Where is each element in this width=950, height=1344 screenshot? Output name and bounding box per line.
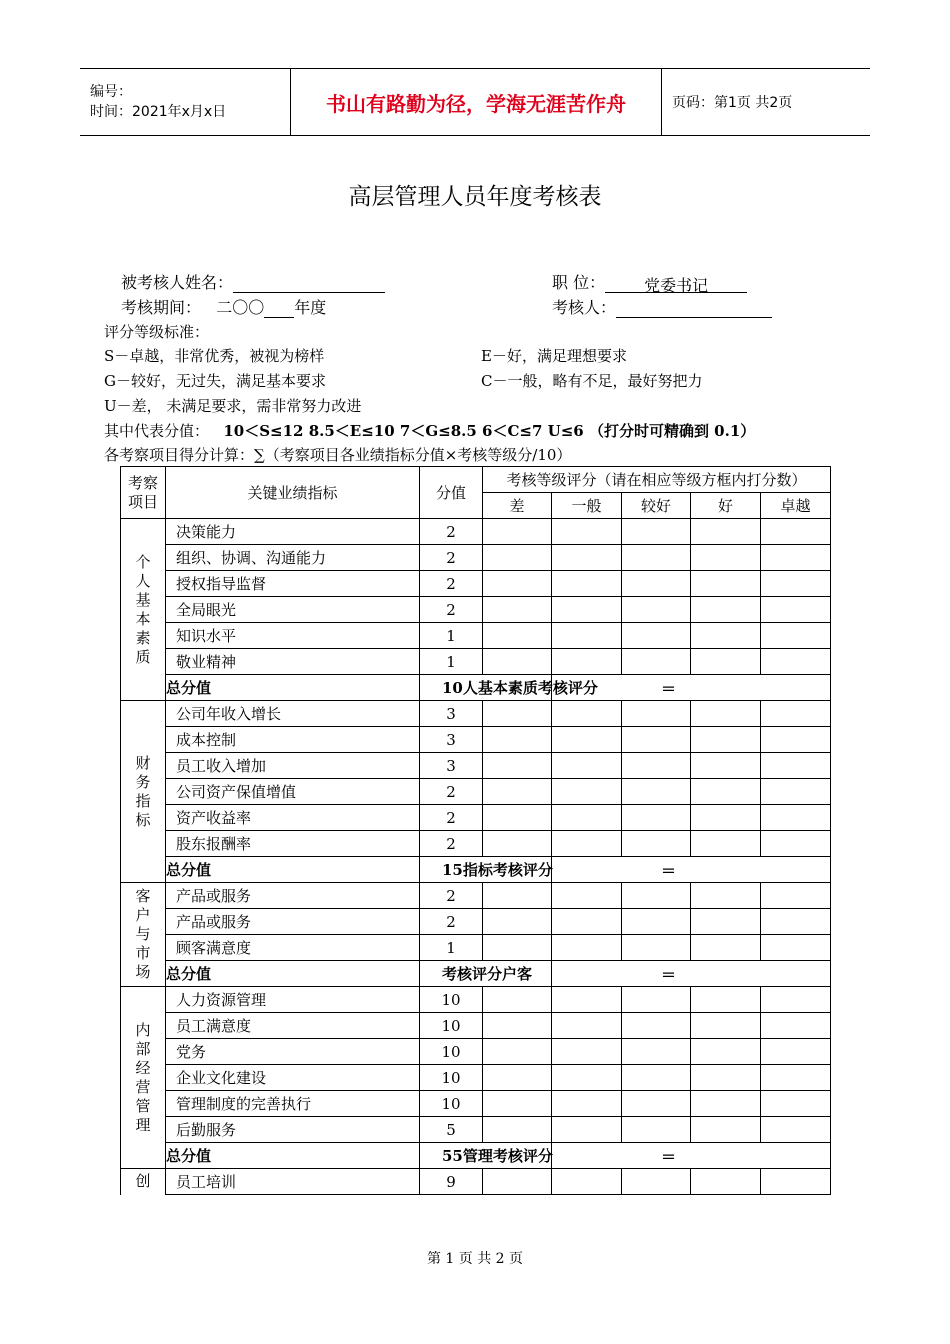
indicator-name: 产品或服务 xyxy=(166,883,420,909)
table-row xyxy=(121,883,831,909)
indicator-name: 员工收入增加 xyxy=(166,753,420,779)
indicator-name: 知识水平 xyxy=(166,623,420,649)
total-value-cell xyxy=(420,857,552,883)
grade-input-cell[interactable] xyxy=(761,623,831,649)
page-footer: 第 1 页 共 2 页 xyxy=(426,1251,524,1267)
section-name: 创 xyxy=(121,1169,166,1195)
indicator-score: 2 xyxy=(420,909,483,935)
grade-input-cell[interactable] xyxy=(691,623,761,649)
total-text: 指标考核评分 xyxy=(462,861,553,879)
assessment-table xyxy=(120,466,831,1195)
table-row xyxy=(121,1065,831,1091)
indicator-score: 2 xyxy=(420,545,483,571)
grade-input-cell[interactable] xyxy=(622,597,691,623)
grade-input-cell[interactable] xyxy=(622,1039,691,1065)
assessor-field xyxy=(552,295,772,318)
indicator-score: 2 xyxy=(420,571,483,597)
total-score-cell[interactable] xyxy=(552,961,831,987)
grade-input-cell[interactable] xyxy=(483,727,552,753)
grade-input-cell[interactable] xyxy=(761,935,831,961)
indicator-score: 2 xyxy=(420,779,483,805)
grade-input-cell[interactable] xyxy=(483,753,552,779)
assessor-blank[interactable] xyxy=(616,298,772,318)
grade-input-cell[interactable] xyxy=(622,623,691,649)
section-name xyxy=(121,519,166,701)
grade-input-cell[interactable] xyxy=(761,805,831,831)
header-number: 编号： xyxy=(90,84,132,100)
period-field xyxy=(121,295,326,318)
grade-input-cell[interactable] xyxy=(552,1065,622,1091)
grade-input-cell[interactable] xyxy=(622,701,691,727)
table-row xyxy=(121,597,831,623)
grade-input-cell[interactable] xyxy=(691,753,761,779)
indicator-name: 股东报酬率 xyxy=(166,831,420,857)
grade-input-cell[interactable] xyxy=(691,727,761,753)
grade-input-cell[interactable] xyxy=(483,597,552,623)
grade-input-cell[interactable] xyxy=(552,805,622,831)
grade-input-cell[interactable] xyxy=(483,545,552,571)
grade-input-cell[interactable] xyxy=(761,1091,831,1117)
section-name-text: 客户与市场 xyxy=(135,887,151,981)
grade-input-cell[interactable] xyxy=(483,519,552,545)
standard-u: U－差， 未满足要求，需非常努力改进 xyxy=(104,397,362,415)
grade-input-cell[interactable] xyxy=(691,597,761,623)
grade-input-cell[interactable] xyxy=(622,1013,691,1039)
indicator-name: 顾客满意度 xyxy=(166,935,420,961)
indicator-name: 后勤服务 xyxy=(166,1117,420,1143)
assessor-label: 考核人： xyxy=(552,298,617,317)
representative-values xyxy=(104,420,755,441)
indicator-score: 2 xyxy=(420,883,483,909)
grade-input-cell[interactable] xyxy=(761,1013,831,1039)
indicator-score: 5 xyxy=(420,1117,483,1143)
section-name-text: 内部经营管理 xyxy=(135,1020,151,1134)
grade-input-cell[interactable] xyxy=(691,831,761,857)
indicator-score: 1 xyxy=(420,623,483,649)
header-motto: 书山有路勤为径，学海无涯苦作舟 xyxy=(326,91,626,116)
indicator-score: 2 xyxy=(420,831,483,857)
indicator-score: 2 xyxy=(420,805,483,831)
table-row xyxy=(121,987,831,1013)
grade-input-cell[interactable] xyxy=(761,831,831,857)
standard-e: E－好，满足理想要求 xyxy=(481,347,627,365)
total-text: 管理考核评分 xyxy=(462,1147,553,1165)
grade-input-cell[interactable] xyxy=(691,1117,761,1143)
grade-header: 差 xyxy=(483,493,552,519)
grade-input-cell[interactable] xyxy=(761,597,831,623)
table-row xyxy=(121,909,831,935)
indicator-name: 公司年收入增长 xyxy=(166,701,420,727)
grade-input-cell[interactable] xyxy=(691,649,761,675)
grade-input-cell[interactable] xyxy=(691,1013,761,1039)
grade-input-cell[interactable] xyxy=(761,1065,831,1091)
equals-sign: ＝ xyxy=(660,862,676,880)
section-name-text: 财务指标 xyxy=(135,753,151,829)
total-label: 总分值 xyxy=(166,961,420,987)
grade-input-cell[interactable] xyxy=(691,1065,761,1091)
grade-input-cell[interactable] xyxy=(552,779,622,805)
grade-input-cell[interactable] xyxy=(483,1169,552,1195)
grade-input-cell[interactable] xyxy=(761,519,831,545)
grade-input-cell[interactable] xyxy=(691,987,761,1013)
grade-input-cell[interactable] xyxy=(761,1039,831,1065)
header-date: 时间：2021年x月x日 xyxy=(90,104,227,120)
name-blank[interactable] xyxy=(233,273,385,293)
total-value: 10 xyxy=(442,679,463,697)
rep-values: 10＜S≤12 8.5＜E≤10 7＜G≤8.5 6＜C≤7 U≤6 （打分时可精确到 0.1） xyxy=(223,422,756,440)
table-row xyxy=(121,753,831,779)
col-grade-header: 考核等级评分（请在相应等级方框内打分数） xyxy=(483,467,831,493)
grade-header: 一般 xyxy=(552,493,622,519)
grade-input-cell[interactable] xyxy=(552,545,622,571)
indicator-name: 员工满意度 xyxy=(166,1013,420,1039)
grade-input-cell[interactable] xyxy=(483,831,552,857)
indicator-name: 组织、协调、沟通能力 xyxy=(166,545,420,571)
grade-input-cell[interactable] xyxy=(622,519,691,545)
grade-input-cell[interactable] xyxy=(483,571,552,597)
total-row xyxy=(121,675,831,701)
position-field xyxy=(552,270,747,293)
indicator-score: 2 xyxy=(420,519,483,545)
standard-g: G－较好，无过失，满足基本要求 xyxy=(104,372,326,390)
grade-input-cell[interactable] xyxy=(483,1013,552,1039)
grade-input-cell[interactable] xyxy=(761,753,831,779)
grade-input-cell[interactable] xyxy=(691,883,761,909)
grade-input-cell[interactable] xyxy=(552,623,622,649)
total-value: 15 xyxy=(442,861,463,879)
grade-input-cell[interactable] xyxy=(622,779,691,805)
grade-input-cell[interactable] xyxy=(483,935,552,961)
page-title: 高层管理人员年度考核表 xyxy=(348,184,602,210)
grade-input-cell[interactable] xyxy=(622,545,691,571)
grade-input-cell[interactable] xyxy=(622,805,691,831)
grade-input-cell[interactable] xyxy=(622,883,691,909)
grade-input-cell[interactable] xyxy=(691,935,761,961)
grade-input-cell[interactable] xyxy=(761,1169,831,1195)
grade-input-cell[interactable] xyxy=(691,779,761,805)
grade-input-cell[interactable] xyxy=(761,571,831,597)
grade-input-cell[interactable] xyxy=(483,1039,552,1065)
total-text: 人基本素质考核评分 xyxy=(462,679,598,697)
section-name xyxy=(121,883,166,987)
grade-input-cell[interactable] xyxy=(483,987,552,1013)
indicator-name: 人力资源管理 xyxy=(166,987,420,1013)
grade-header: 较好 xyxy=(622,493,691,519)
indicator-name: 决策能力 xyxy=(166,519,420,545)
grade-input-cell[interactable] xyxy=(622,1169,691,1195)
name-field xyxy=(121,270,385,293)
standard-s: S－卓越，非常优秀，被视为榜样 xyxy=(104,347,325,365)
grade-input-cell[interactable] xyxy=(483,649,552,675)
grade-input-cell[interactable] xyxy=(622,753,691,779)
indicator-score: 3 xyxy=(420,753,483,779)
equals-sign: ＝ xyxy=(660,1148,676,1166)
grade-input-cell[interactable] xyxy=(552,883,622,909)
grade-input-cell[interactable] xyxy=(483,805,552,831)
equals-sign: ＝ xyxy=(660,966,676,984)
grade-input-cell[interactable] xyxy=(552,1091,622,1117)
grade-input-cell[interactable] xyxy=(691,1091,761,1117)
grade-input-cell[interactable] xyxy=(483,623,552,649)
grade-input-cell[interactable] xyxy=(483,1091,552,1117)
grade-input-cell[interactable] xyxy=(622,935,691,961)
grade-header: 好 xyxy=(691,493,761,519)
grade-input-cell[interactable] xyxy=(552,987,622,1013)
total-row xyxy=(121,1143,831,1169)
table-row xyxy=(121,1169,831,1195)
indicator-score: 10 xyxy=(420,1013,483,1039)
total-text: 考核评分户客 xyxy=(442,965,533,983)
grade-input-cell[interactable] xyxy=(552,909,622,935)
grade-input-cell[interactable] xyxy=(552,1169,622,1195)
grade-input-cell[interactable] xyxy=(622,831,691,857)
section-name xyxy=(121,701,166,883)
table-row xyxy=(121,545,831,571)
grade-input-cell[interactable] xyxy=(691,701,761,727)
page-header xyxy=(80,68,870,136)
table-row xyxy=(121,701,831,727)
standard-c: C－一般，略有不足，最好努把力 xyxy=(481,372,703,390)
grade-input-cell[interactable] xyxy=(552,597,622,623)
grade-input-cell[interactable] xyxy=(691,909,761,935)
grade-input-cell[interactable] xyxy=(622,727,691,753)
indicator-name: 全局眼光 xyxy=(166,597,420,623)
grade-input-cell[interactable] xyxy=(761,1117,831,1143)
grade-input-cell[interactable] xyxy=(761,779,831,805)
grade-header: 卓越 xyxy=(761,493,831,519)
grade-input-cell[interactable] xyxy=(552,1013,622,1039)
period-blank[interactable] xyxy=(264,298,294,318)
grade-input-cell[interactable] xyxy=(552,1117,622,1143)
period-value: 二〇〇 xyxy=(216,298,265,317)
grade-input-cell[interactable] xyxy=(483,909,552,935)
grade-input-cell[interactable] xyxy=(622,649,691,675)
total-label: 总分值 xyxy=(166,675,420,701)
grade-input-cell[interactable] xyxy=(622,1117,691,1143)
grade-input-cell[interactable] xyxy=(622,571,691,597)
grade-input-cell[interactable] xyxy=(552,1039,622,1065)
indicator-score: 9 xyxy=(420,1169,483,1195)
table-row xyxy=(121,623,831,649)
grade-input-cell[interactable] xyxy=(552,571,622,597)
table-row xyxy=(121,831,831,857)
indicator-score: 1 xyxy=(420,649,483,675)
grade-input-cell[interactable] xyxy=(622,1091,691,1117)
position-label: 职 位： xyxy=(552,273,606,292)
grade-input-cell[interactable] xyxy=(552,519,622,545)
table-row xyxy=(121,727,831,753)
col-item-header: 考察项目 xyxy=(121,467,166,519)
header-motto-cell xyxy=(291,69,662,136)
section-name-text: 个人基本素质 xyxy=(135,552,151,666)
col-score-header: 分值 xyxy=(420,467,483,519)
total-row xyxy=(121,961,831,987)
table-row xyxy=(121,571,831,597)
grade-input-cell[interactable] xyxy=(691,1039,761,1065)
grade-input-cell[interactable] xyxy=(552,727,622,753)
indicator-score: 10 xyxy=(420,1039,483,1065)
indicator-name: 企业文化建设 xyxy=(166,1065,420,1091)
header-meta xyxy=(80,69,291,136)
section-name xyxy=(121,987,166,1169)
table-row xyxy=(121,935,831,961)
total-label: 总分值 xyxy=(166,857,420,883)
grade-input-cell[interactable] xyxy=(691,805,761,831)
indicator-score: 3 xyxy=(420,727,483,753)
grade-input-cell[interactable] xyxy=(761,909,831,935)
standards-heading: 评分等级标准： xyxy=(104,323,210,341)
total-value-cell xyxy=(420,675,598,701)
total-score-cell[interactable] xyxy=(552,675,831,701)
table-row xyxy=(121,1117,831,1143)
grade-input-cell[interactable] xyxy=(761,727,831,753)
grade-input-cell[interactable] xyxy=(761,649,831,675)
indicator-name: 成本控制 xyxy=(166,727,420,753)
total-value-cell xyxy=(420,961,552,987)
indicator-name: 管理制度的完善执行 xyxy=(166,1091,420,1117)
grade-input-cell[interactable] xyxy=(483,1065,552,1091)
total-value-cell xyxy=(420,1143,552,1169)
grade-input-cell[interactable] xyxy=(622,1065,691,1091)
grade-input-cell[interactable] xyxy=(552,753,622,779)
indicator-score: 1 xyxy=(420,935,483,961)
grade-input-cell[interactable] xyxy=(622,987,691,1013)
indicator-name: 敬业精神 xyxy=(166,649,420,675)
indicator-name: 授权指导监督 xyxy=(166,571,420,597)
grade-input-cell[interactable] xyxy=(691,571,761,597)
grade-input-cell[interactable] xyxy=(552,935,622,961)
grade-input-cell[interactable] xyxy=(483,1117,552,1143)
total-label: 总分值 xyxy=(166,1143,420,1169)
grade-input-cell[interactable] xyxy=(483,779,552,805)
grade-input-cell[interactable] xyxy=(552,701,622,727)
total-score-cell[interactable] xyxy=(552,857,831,883)
rep-label: 其中代表分值： xyxy=(104,422,210,440)
position-value[interactable]: 党委书记 xyxy=(605,273,747,293)
indicator-name: 员工培训 xyxy=(166,1169,420,1195)
name-label: 被考核人姓名： xyxy=(121,273,234,292)
table-row xyxy=(121,805,831,831)
indicator-score: 10 xyxy=(420,1065,483,1091)
table-row xyxy=(121,649,831,675)
table-row xyxy=(121,1013,831,1039)
grade-input-cell[interactable] xyxy=(691,545,761,571)
indicator-score: 2 xyxy=(420,597,483,623)
indicator-name: 产品或服务 xyxy=(166,909,420,935)
table-row xyxy=(121,1091,831,1117)
indicator-score: 10 xyxy=(420,987,483,1013)
grade-input-cell[interactable] xyxy=(691,519,761,545)
period-suffix: 年度 xyxy=(294,298,327,317)
indicator-score: 10 xyxy=(420,1091,483,1117)
score-calculation: 各考察项目得分计算：∑（考察项目各业绩指标分值×考核等级分/10） xyxy=(104,446,572,464)
total-value: 55 xyxy=(442,1147,463,1165)
grade-input-cell[interactable] xyxy=(761,883,831,909)
grade-input-cell[interactable] xyxy=(761,701,831,727)
grade-input-cell[interactable] xyxy=(552,831,622,857)
table-row xyxy=(121,519,831,545)
grade-input-cell[interactable] xyxy=(761,545,831,571)
col-indicator-header: 关键业绩指标 xyxy=(166,467,420,519)
indicator-name: 公司资产保值增值 xyxy=(166,779,420,805)
total-score-cell[interactable] xyxy=(552,1143,831,1169)
table-row xyxy=(121,1039,831,1065)
period-label: 考核期间： xyxy=(121,298,202,317)
grade-input-cell[interactable] xyxy=(483,883,552,909)
grade-input-cell[interactable] xyxy=(691,1169,761,1195)
indicator-score: 3 xyxy=(420,701,483,727)
grade-input-cell[interactable] xyxy=(761,987,831,1013)
grade-input-cell[interactable] xyxy=(483,701,552,727)
indicator-name: 党务 xyxy=(166,1039,420,1065)
equals-sign: ＝ xyxy=(660,680,676,698)
grade-input-cell[interactable] xyxy=(622,909,691,935)
grade-input-cell[interactable] xyxy=(552,649,622,675)
header-page-info: 页码：第1页 共2页 xyxy=(662,69,871,136)
total-row xyxy=(121,857,831,883)
indicator-name: 资产收益率 xyxy=(166,805,420,831)
table-row xyxy=(121,779,831,805)
